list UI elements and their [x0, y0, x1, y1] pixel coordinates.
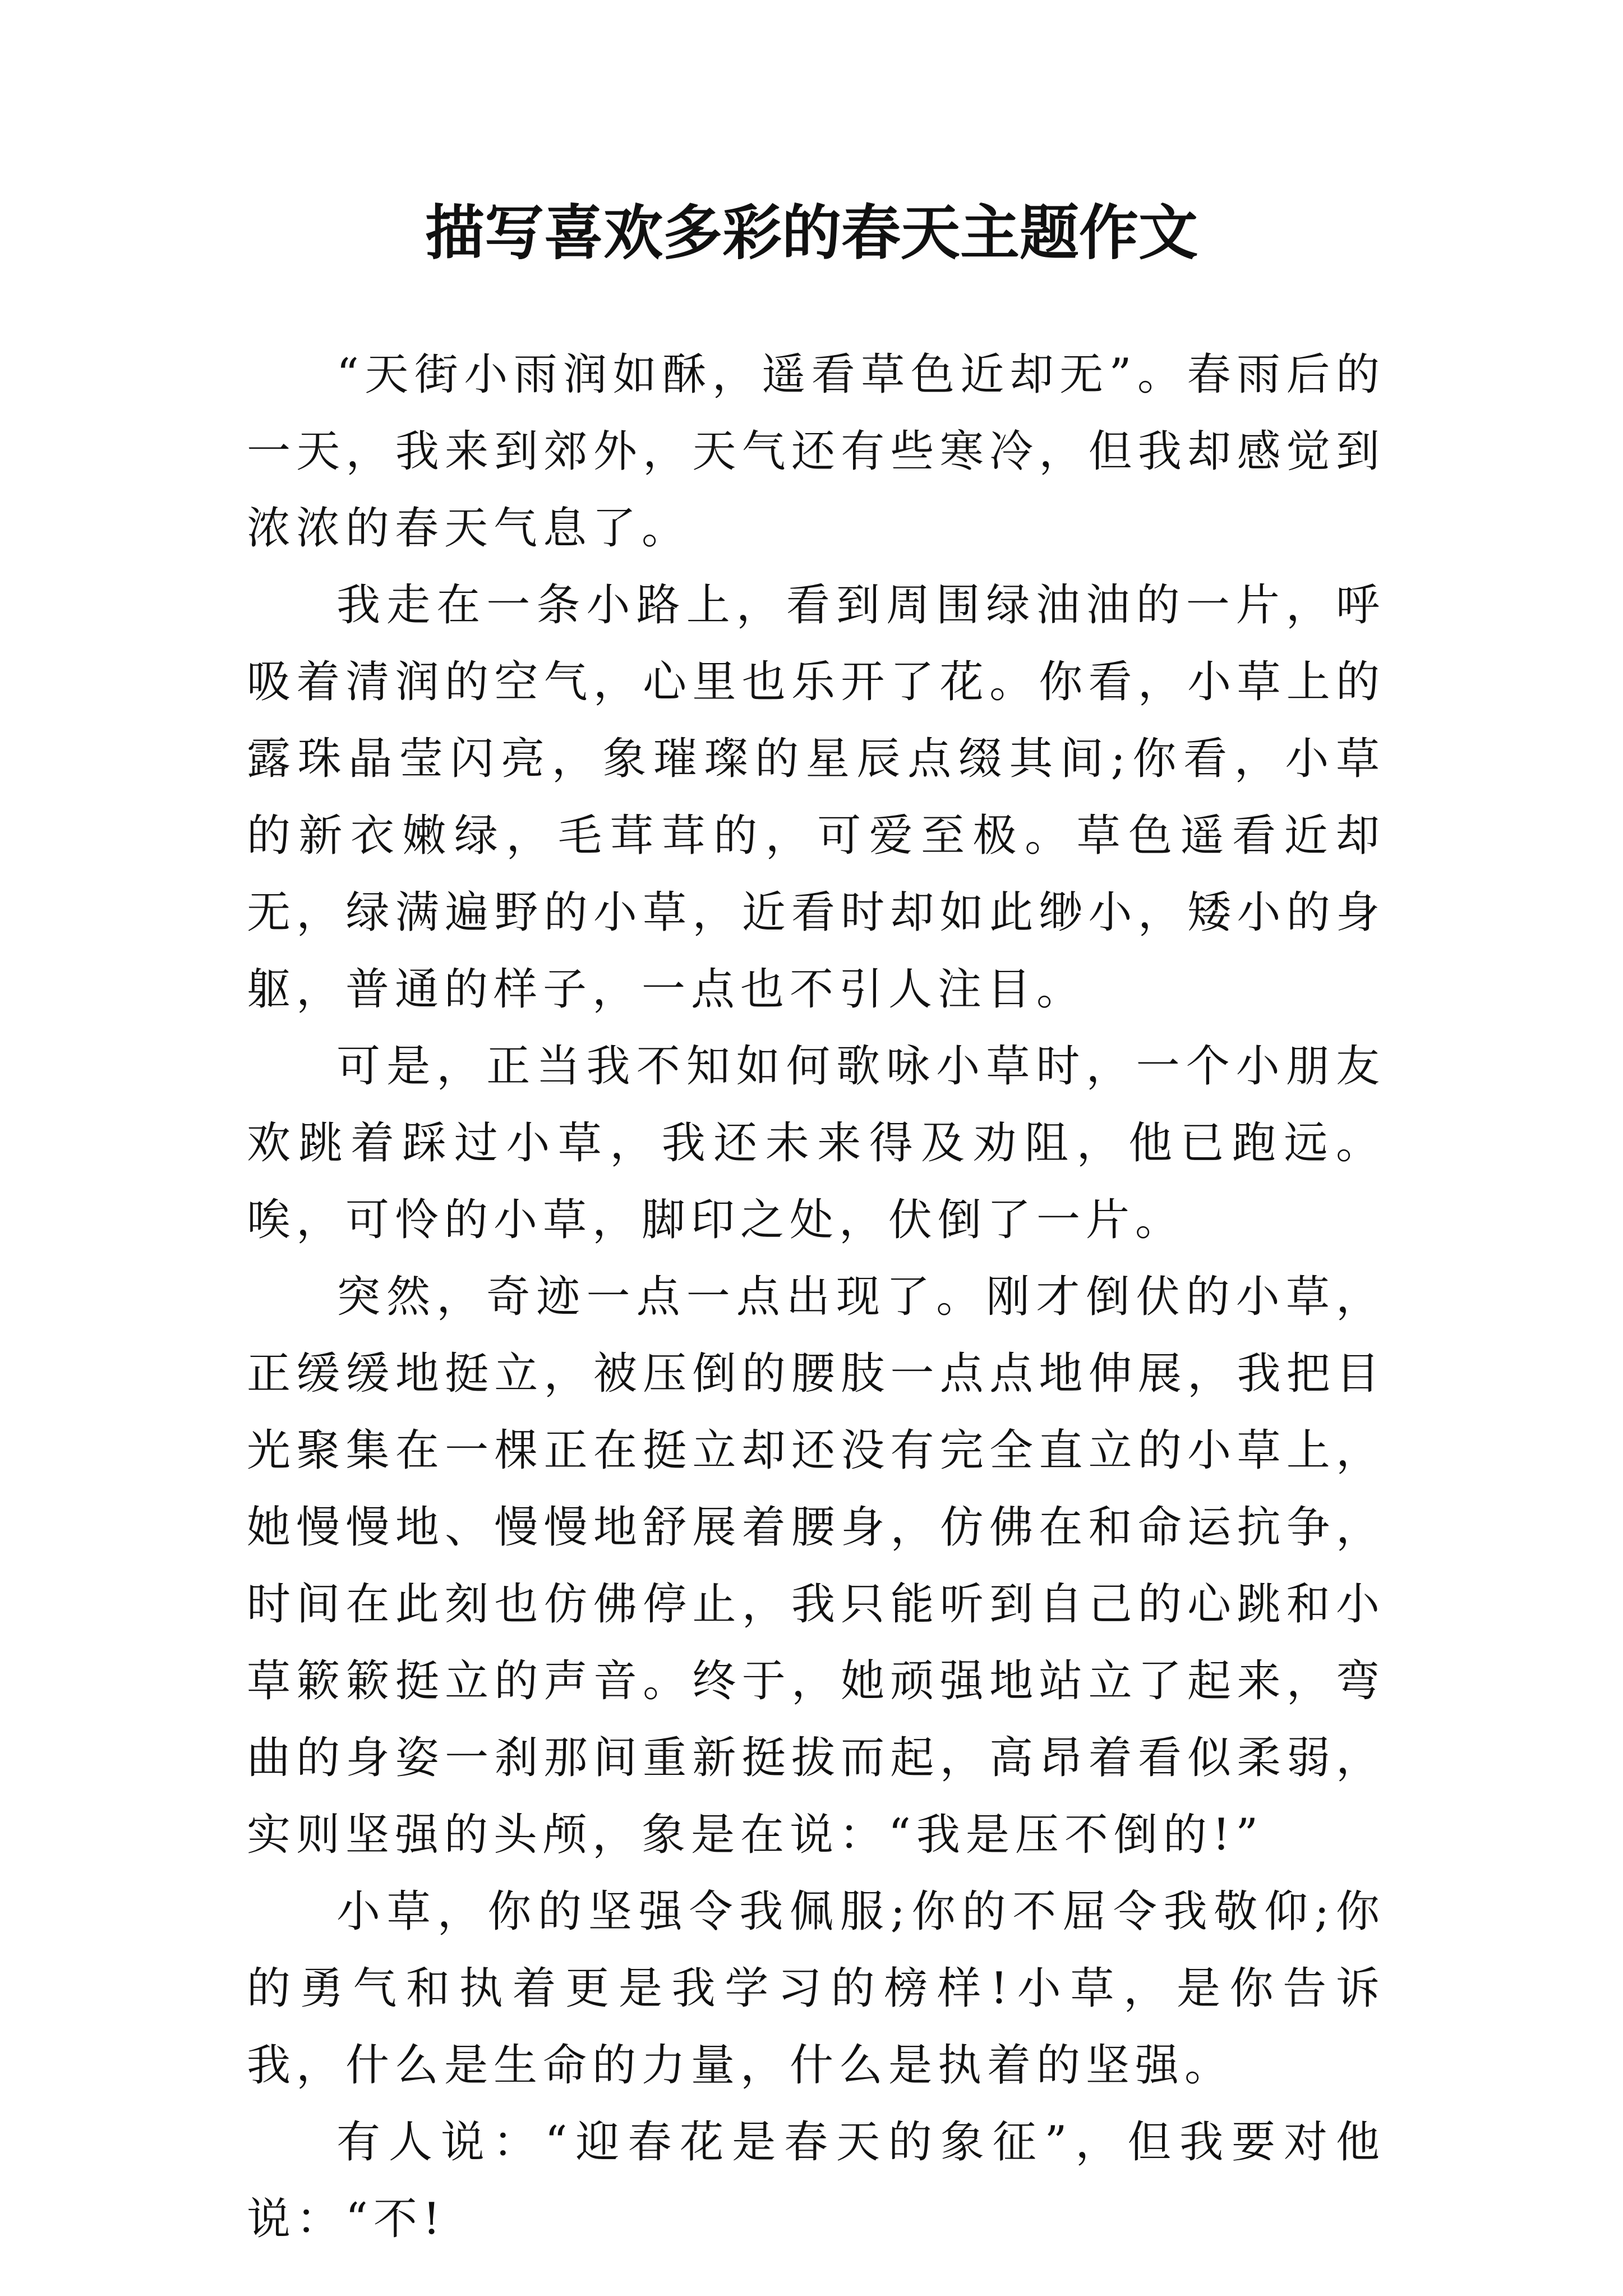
- paragraph-2: 我走在一条小路上，看到周围绿油油的一片，呼吸着清润的空气，心里也乐开了花。你看，小草上的露珠晶莹闪亮，象璀璨的星辰点缀其间;你看，小草的新衣嫩绿，毛茸茸的，可爱至极。草色遥看近却无，绿满遍野的小草，近看时却如此缈小，矮小的身躯，普通的样子，一点也不引人注目。: [247, 580, 1385, 1015]
- paragraph-5: 小草，你的坚强令我佩服;你的不屈令我敬仰;你的勇气和执着更是我学习的榜样!小草，是你告诉我，什么是生命的力量，什么是执着的坚强。: [247, 1887, 1385, 2091]
- paragraph-3: 可是，正当我不知如何歌咏小草时，一个小朋友欢跳着踩过小草，我还未来得及劝阻，他已跑远。唉，可怜的小草，脚印之处，伏倒了一片。: [247, 1041, 1385, 1245]
- document-title: 描写喜欢多彩的春天主题作文: [425, 197, 1198, 268]
- paragraph-1: “天街小雨润如酥，遥看草色近却无”。春雨后的一天，我来到郊外，天气还有些寒冷，但我却感觉到浓浓的春天气息了。: [247, 349, 1385, 554]
- document-body: [247, 337, 1385, 2258]
- paragraph-4: 突然，奇迹一点一点出现了。刚才倒伏的小草，正缓缓地挺立，被压倒的腰肢一点点地伸展，我把目光聚集在一棵正在挺立却还没有完全直立的小草上，她慢慢地、慢慢地舒展着腰身，仿佛在和命运抗争，时间在此刻也仿佛停止，我只能听到自己的心跳和小草簌簌挺立的声音。终于，她顽强地站立了起来，弯曲的身姿一刹那间重新挺拔而起，高昂着看似柔弱，实则坚强的头颅，象是在说：“我是压不倒的!”: [247, 1272, 1385, 1860]
- paragraph-6: 有人说：“迎春花是春天的象征”，但我要对他说：“不!: [247, 2117, 1385, 2244]
